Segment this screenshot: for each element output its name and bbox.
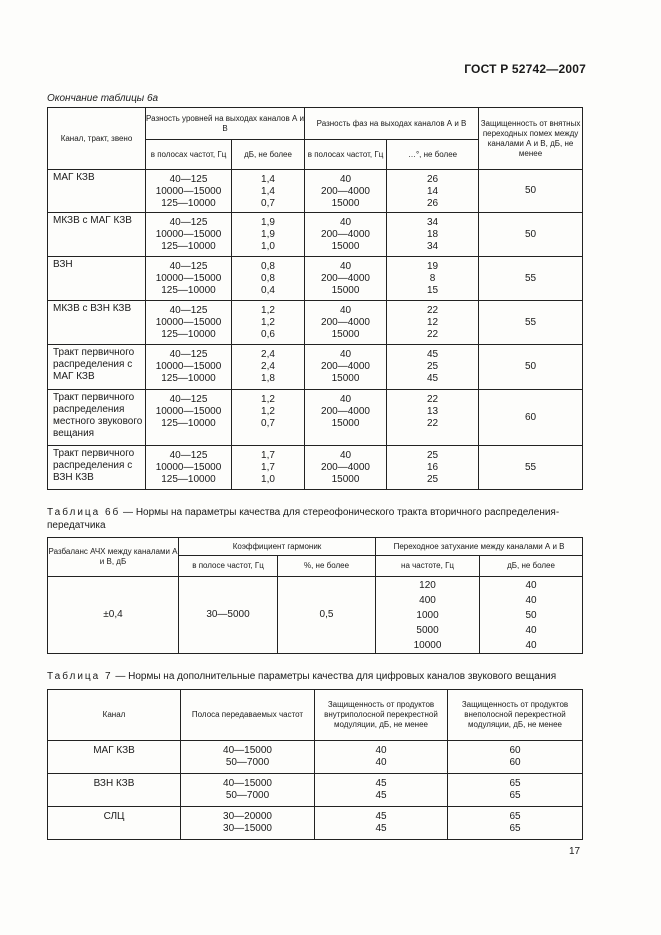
channel-name: СЛЦ xyxy=(48,807,181,840)
inband-cell-value: 45 xyxy=(375,823,387,834)
band-cell-value: 40—15000 xyxy=(223,778,272,789)
db-cell-value: 0,8 xyxy=(261,261,275,272)
db-cell-value: 0,8 xyxy=(261,273,275,284)
deg-cell xyxy=(387,170,479,213)
inband-cell xyxy=(315,741,448,774)
table-6b xyxy=(47,537,583,654)
channel-name: МАГ КЗВ xyxy=(48,741,181,774)
col-header-freq: на частоте, Гц xyxy=(376,556,480,577)
db-list xyxy=(480,577,583,654)
deg-cell-value: 45 xyxy=(426,373,439,384)
db-value: 40 xyxy=(525,640,537,651)
phase-bands-cell-value: 40 xyxy=(339,394,352,405)
db-cell xyxy=(232,301,305,345)
protection-cell: 60 xyxy=(479,390,583,446)
phase-bands-cell xyxy=(305,301,387,345)
bands-cell xyxy=(146,257,232,301)
deg-cell-value: 16 xyxy=(426,462,439,473)
col-header-phase-diff: Разность фаз на выходах каналов А и В xyxy=(305,108,479,140)
col-header-bands: в полосах частот, Гц xyxy=(146,140,232,170)
table-row xyxy=(48,213,583,257)
deg-cell-value: 12 xyxy=(426,317,439,328)
outband-cell-value: 65 xyxy=(509,778,521,789)
deg-cell-value: 25 xyxy=(426,361,439,372)
table-6a-caption: Окончание таблицы 6а xyxy=(47,93,159,104)
table-row xyxy=(48,446,583,490)
db-value: 50 xyxy=(525,610,537,621)
deg-cell-value: 13 xyxy=(426,406,439,417)
bands-cell xyxy=(146,213,232,257)
db-cell-value: 2,4 xyxy=(261,361,275,372)
protection-cell: 50 xyxy=(479,213,583,257)
channel-name: МАГ КЗВ xyxy=(48,170,146,213)
bands-cell-value: 40—125 xyxy=(169,394,208,405)
db-cell-value: 1,4 xyxy=(261,174,275,185)
phase-bands-cell-value: 15000 xyxy=(331,373,360,384)
phase-bands-cell xyxy=(305,390,387,446)
bands-cell xyxy=(146,170,232,213)
bands-cell-value: 10000—15000 xyxy=(155,229,222,240)
inband-cell-value: 40 xyxy=(375,757,387,768)
bands-cell-value: 40—125 xyxy=(169,349,208,360)
phase-bands-cell xyxy=(305,170,387,213)
freq-value: 400 xyxy=(419,595,436,606)
table-row xyxy=(48,774,583,807)
page-number: 17 xyxy=(569,846,581,857)
bands-cell-value: 10000—15000 xyxy=(155,273,222,284)
phase-bands-cell-value: 200—4000 xyxy=(321,229,370,240)
pct-cell: 0,5 xyxy=(278,577,376,654)
phase-bands-cell xyxy=(305,345,387,390)
bands-cell-value: 40—125 xyxy=(169,174,208,185)
phase-bands-cell-value: 15000 xyxy=(331,474,360,485)
table-6b-caption xyxy=(47,506,582,532)
protection-cell: 55 xyxy=(479,301,583,345)
deg-cell-value: 22 xyxy=(426,394,439,405)
phase-bands-cell xyxy=(305,257,387,301)
bands-cell xyxy=(146,446,232,490)
db-cell-value: 1,7 xyxy=(261,462,275,473)
outband-cell-value: 65 xyxy=(509,790,521,801)
channel-name: МКЗВ с МАГ КЗВ xyxy=(48,213,146,257)
phase-bands-cell-value: 200—4000 xyxy=(321,462,370,473)
band-cell-value: 30—20000 xyxy=(223,811,272,822)
band-cell-value: 40—15000 xyxy=(223,745,272,756)
outband-cell xyxy=(448,774,583,807)
protection-cell: 50 xyxy=(479,345,583,390)
document-header: ГОСТ Р 52742—2007 xyxy=(464,62,586,76)
col-header-balance: Разбаланс АЧХ между каналами А и В, дБ xyxy=(48,538,179,577)
inband-cell-value: 45 xyxy=(375,778,387,789)
col-header-db: дБ, не более xyxy=(480,556,583,577)
db-cell xyxy=(232,446,305,490)
freq-value: 120 xyxy=(419,580,436,591)
db-cell-value: 1,4 xyxy=(261,186,275,197)
protection-cell: 55 xyxy=(479,446,583,490)
col-header-outband: Защищенность от продуктов внеполосной перекрестной модуляции, дБ, не менее xyxy=(448,690,583,741)
inband-cell-value: 45 xyxy=(375,790,387,801)
table-7 xyxy=(47,689,583,840)
db-cell-value: 0,7 xyxy=(261,418,275,429)
col-header-level-diff: Разность уровней на выходах каналов А и В xyxy=(146,108,305,140)
phase-bands-cell-value: 200—4000 xyxy=(321,186,370,197)
bands-cell xyxy=(146,345,232,390)
bands-cell-value: 125—10000 xyxy=(161,285,216,296)
phase-bands-cell-value: 15000 xyxy=(331,285,360,296)
table-6b-title: — Нормы на параметры качества для стереофонического тракта вторичного распределения-передатчика xyxy=(47,507,560,531)
db-cell xyxy=(232,390,305,446)
bands-cell-value: 40—125 xyxy=(169,217,208,228)
deg-cell xyxy=(387,446,479,490)
col-header-pct: %, не более xyxy=(278,556,376,577)
deg-cell-value: 22 xyxy=(426,418,439,429)
bands-cell-value: 40—125 xyxy=(169,450,208,461)
outband-cell-value: 65 xyxy=(509,823,521,834)
deg-cell xyxy=(387,301,479,345)
protection-cell: 50 xyxy=(479,170,583,213)
col-header-harmonics: Коэффициент гармоник xyxy=(179,538,376,556)
channel-name: Тракт первичного распределения местного звукового вещания xyxy=(48,390,146,446)
channel-name: Тракт первичного распределения с ВЗН КЗВ xyxy=(48,446,146,490)
band-cell: 30—5000 xyxy=(179,577,278,654)
deg-cell-value: 15 xyxy=(426,285,439,296)
freq-value: 1000 xyxy=(416,610,439,621)
phase-bands-cell-value: 40 xyxy=(339,450,352,461)
outband-cell-value: 60 xyxy=(509,757,521,768)
deg-cell-value: 26 xyxy=(426,198,439,209)
table-7-title: — Нормы на дополнительные параметры качества для цифровых каналов звукового вещания xyxy=(112,671,557,682)
db-cell-value: 1,8 xyxy=(261,373,275,384)
phase-bands-cell-value: 40 xyxy=(339,261,352,272)
phase-bands-cell xyxy=(305,446,387,490)
table-7-caption xyxy=(47,671,582,682)
db-value: 40 xyxy=(525,580,537,591)
phase-bands-cell-value: 200—4000 xyxy=(321,273,370,284)
bands-cell-value: 125—10000 xyxy=(161,198,216,209)
inband-cell-value: 40 xyxy=(375,745,387,756)
bands-cell-value: 125—10000 xyxy=(161,329,216,340)
phase-bands-cell-value: 40 xyxy=(339,349,352,360)
bands-cell-value: 125—10000 xyxy=(161,241,216,252)
deg-cell-value: 25 xyxy=(426,474,439,485)
bands-cell-value: 10000—15000 xyxy=(155,462,222,473)
phase-bands-cell-value: 200—4000 xyxy=(321,361,370,372)
phase-bands-cell-value: 15000 xyxy=(331,418,360,429)
db-cell-value: 1,2 xyxy=(261,317,275,328)
table-row xyxy=(48,741,583,774)
phase-bands-cell-value: 15000 xyxy=(331,241,360,252)
db-cell xyxy=(232,170,305,213)
channel-name: МКЗВ с ВЗН КЗВ xyxy=(48,301,146,345)
deg-cell-value: 19 xyxy=(426,261,439,272)
deg-cell xyxy=(387,345,479,390)
col-header-band: в полосе частот, Гц xyxy=(179,556,278,577)
db-cell-value: 1,0 xyxy=(261,241,275,252)
band-cell-value: 30—15000 xyxy=(223,823,272,834)
db-cell-value: 1,9 xyxy=(261,217,275,228)
db-cell-value: 1,9 xyxy=(261,229,275,240)
band-cell xyxy=(181,741,315,774)
channel-name: Тракт первичного распределения с МАГ КЗВ xyxy=(48,345,146,390)
freq-value: 10000 xyxy=(413,640,442,651)
phase-bands-cell-value: 40 xyxy=(339,174,352,185)
table-6b-label: Таблица 6б xyxy=(47,507,121,518)
deg-cell xyxy=(387,390,479,446)
col-header-protection: Защищенность от внятных переходных помех между каналами А и В, дБ, не менее xyxy=(479,108,583,170)
band-cell xyxy=(181,774,315,807)
deg-cell xyxy=(387,213,479,257)
bands-cell-value: 125—10000 xyxy=(161,373,216,384)
phase-bands-cell-value: 40 xyxy=(339,217,352,228)
balance-cell: ±0,4 xyxy=(48,577,179,654)
deg-cell-value: 26 xyxy=(426,174,439,185)
col-header-deg: …°, не более xyxy=(387,140,479,170)
bands-cell xyxy=(146,390,232,446)
phase-bands-cell-value: 200—4000 xyxy=(321,317,370,328)
deg-cell-value: 22 xyxy=(426,329,439,340)
inband-cell xyxy=(315,774,448,807)
inband-cell xyxy=(315,807,448,840)
table-row xyxy=(48,345,583,390)
db-cell-value: 0,4 xyxy=(261,285,275,296)
col-header-channel: Канал, тракт, звено xyxy=(48,108,146,170)
outband-cell-value: 65 xyxy=(509,811,521,822)
bands-cell-value: 10000—15000 xyxy=(155,317,222,328)
bands-cell-value: 40—125 xyxy=(169,261,208,272)
db-cell-value: 2,4 xyxy=(261,349,275,360)
bands-cell-value: 40—125 xyxy=(169,305,208,316)
col-header-channel: Канал xyxy=(48,690,181,741)
freq-list xyxy=(376,577,480,654)
deg-cell-value: 8 xyxy=(429,273,436,284)
table-6a xyxy=(47,107,583,490)
bands-cell-value: 10000—15000 xyxy=(155,186,222,197)
deg-cell-value: 34 xyxy=(426,217,439,228)
col-header-band: Полоса передаваемых частот xyxy=(181,690,315,741)
outband-cell xyxy=(448,807,583,840)
table-7-label: Таблица 7 xyxy=(47,671,113,682)
db-cell-value: 0,7 xyxy=(261,198,275,209)
db-cell-value: 1,7 xyxy=(261,450,275,461)
col-header-db: дБ, не более xyxy=(232,140,305,170)
channel-name: ВЗН xyxy=(48,257,146,301)
col-header-phase-bands: в полосах частот, Гц xyxy=(305,140,387,170)
deg-cell-value: 18 xyxy=(426,229,439,240)
table-row xyxy=(48,257,583,301)
deg-cell-value: 14 xyxy=(426,186,439,197)
inband-cell-value: 45 xyxy=(375,811,387,822)
bands-cell-value: 10000—15000 xyxy=(155,406,222,417)
db-value: 40 xyxy=(525,625,537,636)
phase-bands-cell-value: 15000 xyxy=(331,198,360,209)
table-row xyxy=(48,170,583,213)
col-header-inband: Защищенность от продуктов внутриполосной перекрестной модуляции, дБ, не менее xyxy=(315,690,448,741)
bands-cell-value: 125—10000 xyxy=(161,474,216,485)
outband-cell-value: 60 xyxy=(509,745,521,756)
db-cell xyxy=(232,345,305,390)
phase-bands-cell-value: 200—4000 xyxy=(321,406,370,417)
table-row xyxy=(48,301,583,345)
band-cell-value: 50—7000 xyxy=(225,757,270,768)
db-cell xyxy=(232,213,305,257)
db-cell-value: 1,2 xyxy=(261,406,275,417)
table-row xyxy=(48,807,583,840)
db-value: 40 xyxy=(525,595,537,606)
db-cell-value: 1,2 xyxy=(261,305,275,316)
deg-cell-value: 34 xyxy=(426,241,439,252)
outband-cell xyxy=(448,741,583,774)
band-cell-value: 50—7000 xyxy=(225,790,270,801)
band-cell xyxy=(181,807,315,840)
freq-value: 5000 xyxy=(416,625,439,636)
channel-name: ВЗН КЗВ xyxy=(48,774,181,807)
db-cell-value: 1,0 xyxy=(261,474,275,485)
protection-cell: 55 xyxy=(479,257,583,301)
bands-cell xyxy=(146,301,232,345)
phase-bands-cell-value: 15000 xyxy=(331,329,360,340)
deg-cell-value: 45 xyxy=(426,349,439,360)
deg-cell-value: 22 xyxy=(426,305,439,316)
table-row xyxy=(48,390,583,446)
bands-cell-value: 10000—15000 xyxy=(155,361,222,372)
db-cell-value: 0,6 xyxy=(261,329,275,340)
bands-cell-value: 125—10000 xyxy=(161,418,216,429)
deg-cell-value: 25 xyxy=(426,450,439,461)
db-cell xyxy=(232,257,305,301)
deg-cell xyxy=(387,257,479,301)
db-cell-value: 1,2 xyxy=(261,394,275,405)
phase-bands-cell-value: 40 xyxy=(339,305,352,316)
col-header-crosstalk: Переходное затухание между каналами А и В xyxy=(376,538,583,556)
phase-bands-cell xyxy=(305,213,387,257)
